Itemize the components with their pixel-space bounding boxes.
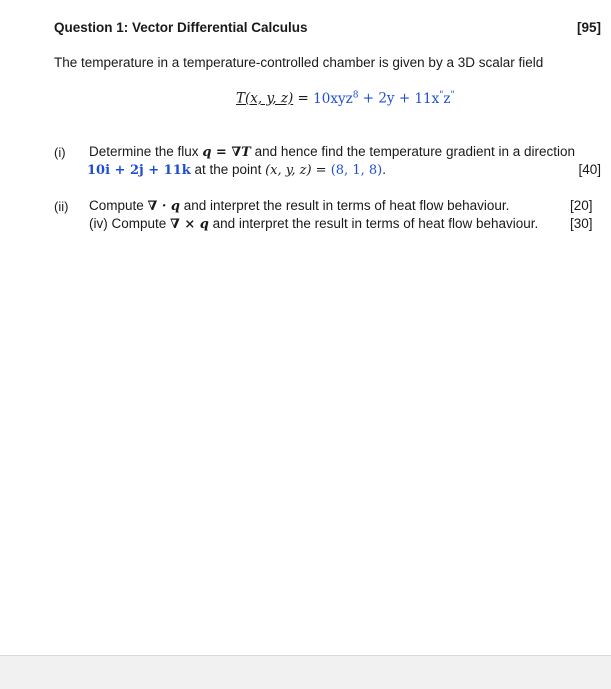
equation-equals: =: [293, 90, 314, 107]
equation-term1: [313, 91, 358, 107]
part-i-mid: at the point: [190, 162, 266, 177]
term1-exponent: 8: [352, 90, 359, 100]
part-i-line2: [87, 162, 386, 178]
part-iv-marks: [30]: [570, 216, 593, 231]
part-iv-post: and interpret the result in terms of heat flow behaviour.: [208, 216, 539, 231]
part-i-pre: Determine the flux: [89, 144, 203, 159]
part-i-end: .: [382, 162, 386, 177]
part-i-marks: [40]: [578, 162, 601, 177]
part-ii-marks: [20]: [570, 198, 593, 213]
equation-plus1: +: [358, 90, 379, 107]
equation-term3: [414, 91, 454, 107]
part-ii-text: [89, 198, 509, 214]
part-iv-curl-math: ∇ × q: [170, 217, 209, 232]
equation-lhs: T(x, y, z): [236, 90, 294, 107]
term3-exponent-x: ": [439, 90, 444, 100]
part-i-flux-math: q = ∇T: [202, 145, 251, 160]
term3-exponent-z: ": [450, 90, 455, 100]
part-i-direction-vector: 10i + 2j + 11k: [87, 163, 191, 178]
intro-text: The temperature in a temperature-controlled chamber is given by a 3D scalar field: [54, 55, 544, 70]
part-i-post: and hence find the temperature gradient in a direction: [250, 144, 576, 159]
part-i-point-value: (8, 1, 8): [330, 163, 383, 178]
part-ii-post: and interpret the result in terms of heat flow behaviour.: [180, 198, 510, 213]
equation-plus2: +: [394, 90, 415, 107]
part-ii-number: (ii): [54, 199, 69, 214]
question-title: Question 1: Vector Differential Calculus: [54, 20, 308, 35]
part-ii-divergence-math: ∇ · q: [147, 199, 180, 214]
part-i-line1: [89, 144, 575, 160]
part-iv-pre: (iv) Compute: [89, 216, 171, 231]
term3-text: 11x: [414, 90, 440, 107]
term3-z: z: [443, 90, 451, 107]
footer-bar: [0, 655, 611, 689]
part-i-point-lhs: (x, y, z) =: [265, 163, 331, 178]
part-i-number: (i): [54, 145, 66, 160]
term1-text: 10xyz: [313, 90, 353, 107]
part-iv-text: [89, 216, 538, 232]
question-marks: [95]: [576, 20, 601, 35]
scalar-field-equation: [236, 90, 455, 107]
equation-term2: 2y: [378, 90, 395, 107]
part-ii-pre: Compute: [89, 198, 148, 213]
